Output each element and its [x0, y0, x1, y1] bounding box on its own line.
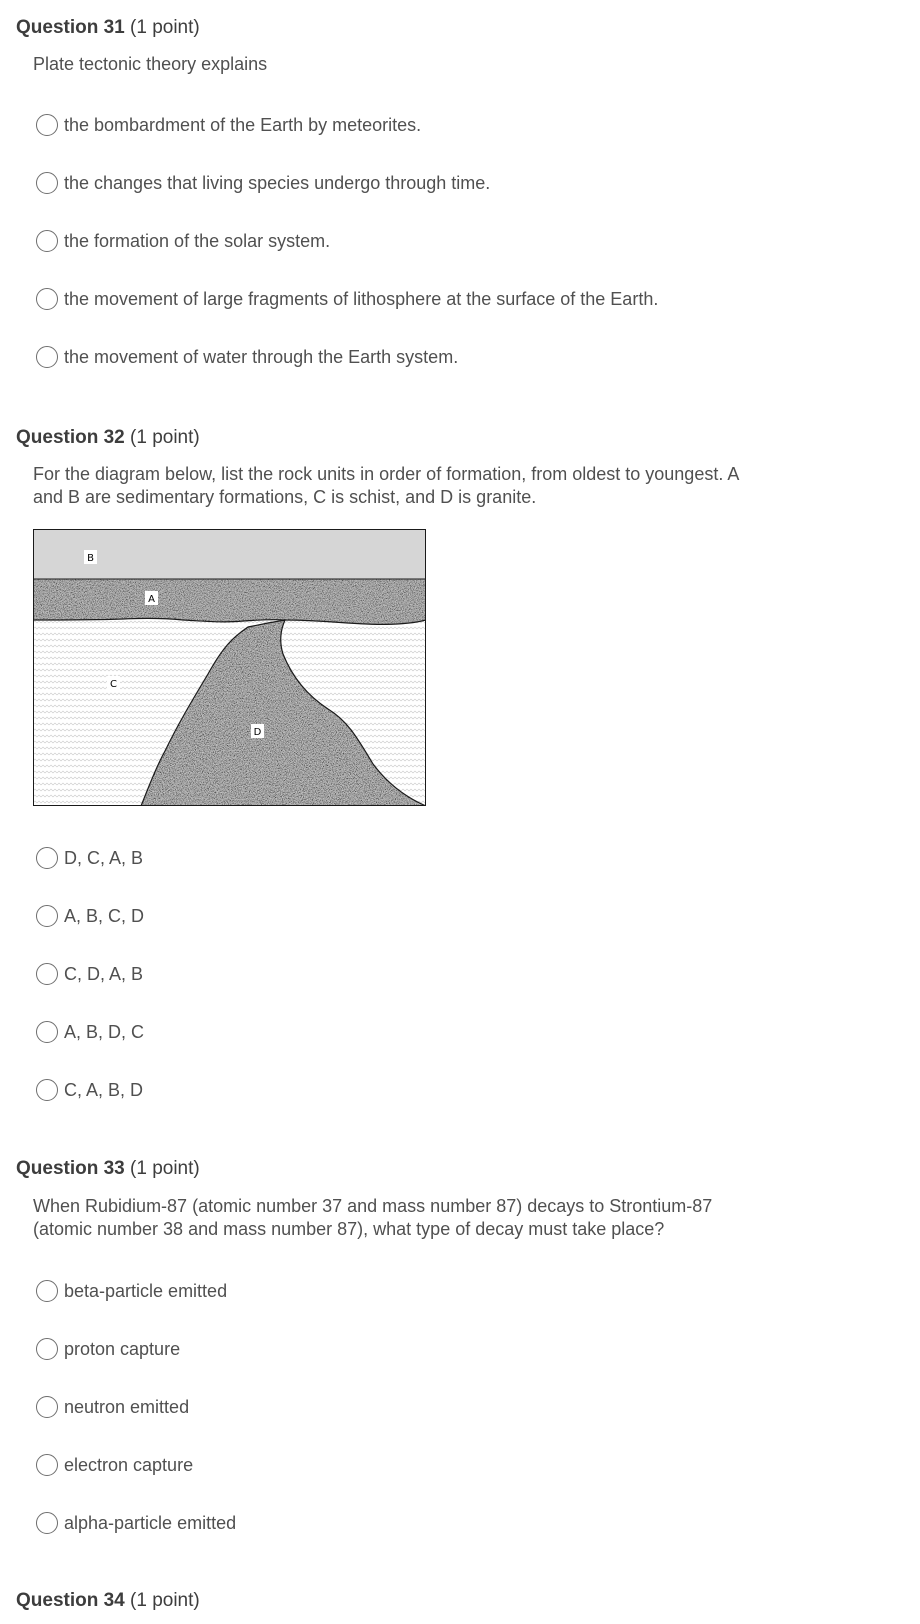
radio-button[interactable] — [36, 114, 58, 136]
radio-button[interactable] — [36, 172, 58, 194]
q31-option-5[interactable] — [36, 344, 458, 370]
radio-button[interactable] — [36, 963, 58, 985]
radio-button[interactable] — [36, 1338, 58, 1360]
option-label[interactable]: beta-particle emitted — [64, 1280, 228, 1301]
q31-option-1[interactable] — [36, 112, 421, 138]
radio-button[interactable] — [36, 847, 58, 869]
q31-option-4[interactable] — [36, 286, 658, 312]
label-d: D — [253, 727, 262, 738]
question-33-header — [16, 1158, 200, 1180]
q32-option-4[interactable] — [36, 1019, 144, 1045]
q32-option-2[interactable] — [36, 903, 144, 929]
option-label[interactable]: the changes that living species undergo through time. — [64, 172, 491, 193]
radio-button[interactable] — [36, 230, 58, 252]
option-label[interactable]: A, B, D, C — [64, 1021, 145, 1042]
question-31-prompt: Plate tectonic theory explains — [33, 54, 268, 74]
q33-option-2[interactable] — [36, 1336, 180, 1362]
option-label[interactable]: A, B, C, D — [64, 905, 145, 926]
q32-option-5[interactable] — [36, 1077, 143, 1103]
question-points: (1 point) — [130, 17, 200, 38]
label-b: B — [87, 553, 94, 564]
option-label[interactable]: the movement of large fragments of lithosphere at the surface of the Earth. — [64, 288, 659, 309]
question-34-header — [16, 1590, 200, 1612]
label-c: C — [110, 679, 117, 690]
option-label[interactable]: D, C, A, B — [64, 847, 144, 868]
radio-button[interactable] — [36, 288, 58, 310]
question-number: Question 34 — [16, 1590, 125, 1611]
radio-button[interactable] — [36, 1280, 58, 1302]
radio-button[interactable] — [36, 1396, 58, 1418]
radio-button[interactable] — [36, 905, 58, 927]
option-label[interactable]: proton capture — [64, 1338, 181, 1359]
question-points: (1 point) — [130, 1590, 200, 1611]
option-label[interactable]: electron capture — [64, 1454, 194, 1475]
option-label[interactable]: the formation of the solar system. — [64, 230, 331, 251]
question-32-prompt: For the diagram below, list the rock units in order of formation, from oldest to youngest. A and B are sedimentary formations, C is schist, and D is granite. — [33, 464, 739, 507]
radio-button[interactable] — [36, 1512, 58, 1534]
q33-option-3[interactable] — [36, 1394, 189, 1420]
option-label[interactable]: neutron emitted — [64, 1396, 190, 1417]
q33-option-1[interactable] — [36, 1278, 227, 1304]
radio-button[interactable] — [36, 346, 58, 368]
q33-option-5[interactable] — [36, 1510, 236, 1536]
q31-option-2[interactable] — [36, 170, 490, 196]
rock-units-diagram — [33, 529, 426, 806]
question-number: Question 32 — [16, 427, 125, 448]
question-points: (1 point) — [130, 1158, 200, 1179]
question-33-prompt: When Rubidium-87 (atomic number 37 and mass number 87) decays to Strontium-87 (atomic number 38 and mass number 87), what type of decay must take place? — [33, 1196, 713, 1239]
option-label[interactable]: the movement of water through the Earth system. — [64, 346, 459, 367]
option-label[interactable]: C, D, A, B — [64, 963, 144, 984]
question-number: Question 33 — [16, 1158, 125, 1179]
label-a: A — [148, 594, 155, 605]
radio-button[interactable] — [36, 1021, 58, 1043]
question-31-header — [16, 17, 200, 39]
radio-button[interactable] — [36, 1454, 58, 1476]
question-32-header — [16, 427, 200, 449]
option-label[interactable]: C, A, B, D — [64, 1079, 144, 1100]
radio-button[interactable] — [36, 1079, 58, 1101]
q31-option-3[interactable] — [36, 228, 330, 254]
q32-option-1[interactable] — [36, 845, 143, 871]
question-number: Question 31 — [16, 17, 125, 38]
option-label[interactable]: alpha-particle emitted — [64, 1512, 237, 1533]
option-label[interactable]: the bombardment of the Earth by meteorites. — [64, 114, 422, 135]
question-points: (1 point) — [130, 427, 200, 448]
q33-option-4[interactable] — [36, 1452, 193, 1478]
q32-option-3[interactable] — [36, 961, 143, 987]
